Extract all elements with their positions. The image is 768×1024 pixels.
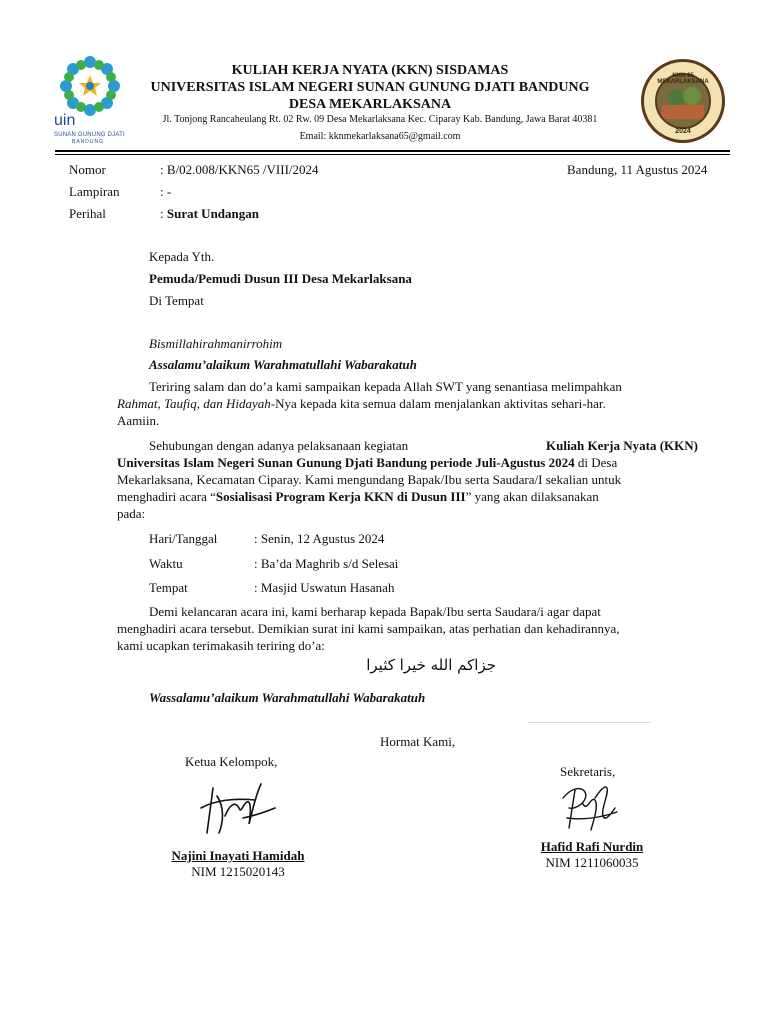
paragraph-2-line-5: pada: — [117, 506, 146, 521]
right-signatory-name: Hafid Rafi Nurdin — [540, 839, 644, 854]
recipient-name: Pemuda/Pemudi Dusun III Desa Mekarlaksana — [149, 271, 412, 286]
letterhead-line-1: KULIAH KERJA NYATA (KKN) SISDAMAS — [231, 63, 509, 78]
paragraph-3-line-3: kami ucapkan terimakasih teriring do’a: — [117, 638, 325, 653]
event-title: Sosialisasi Program Kerja KKN di Dusun III — [215, 489, 466, 504]
paragraph-2-line-3: Mekarlaksana, Kecamatan Ciparay. Kami mengundang Bapak/Ibu serta Saudara/I sekalian untuk — [117, 472, 622, 487]
paragraph-1-line-3: Aamiin. — [117, 413, 160, 428]
letterhead-divider-thin — [55, 154, 730, 155]
uin-logo-subtext-2: BANDUNG — [72, 139, 105, 145]
letterhead-divider-thick — [55, 150, 730, 152]
detail-value-date: : Senin, 12 Agustus 2024 — [254, 531, 385, 546]
paragraph-2-line-4 — [117, 488, 698, 505]
paragraph-1-line-2-rest: -Nya kepada kita semua dalam menjalankan aktivitas sehari-har. — [270, 396, 606, 411]
right-signature-icon — [555, 778, 625, 836]
opening-salam: Assalamu’alaikum Warahmatullahi Wabarakatuh — [149, 357, 417, 372]
perihal-subject: Surat Undangan — [166, 206, 259, 221]
kkn-logo-year: 2024 — [675, 128, 691, 135]
recipient-place: Di Tempat — [149, 293, 204, 308]
right-signatory-role: Sekretaris, — [560, 764, 616, 779]
left-signature-icon — [195, 778, 285, 838]
signature-frame-edge — [527, 722, 651, 723]
nomor-label: Nomor — [69, 162, 106, 177]
detail-value-place: : Masjid Uswatun Hasanah — [254, 580, 395, 595]
detail-value-time: : Ba’da Maghrib s/d Selesai — [254, 556, 399, 571]
letterhead-line-2: UNIVERSITAS ISLAM NEGERI SUNAN GUNUNG DJATI BANDUNG — [150, 80, 590, 95]
left-signatory-name: Najini Inayati Hamidah — [171, 848, 305, 863]
detail-label-place: Tempat — [149, 580, 188, 595]
rahmat-taufiq-hidayah: Rahmat, Taufiq, dan Hidayah — [117, 396, 271, 411]
university-period: Universitas Islam Negeri Sunan Gunung Djati Bandung periode Juli-Agustus 2024 — [117, 455, 575, 470]
paragraph-1-line-1: Teriring salam dan do’a kami sampaikan kepada Allah SWT yang senantiasa melimpahkan — [149, 379, 622, 394]
kkn-logo — [640, 58, 726, 144]
lampiran-label: Lampiran — [69, 184, 120, 199]
paragraph-2-line-1-text: Sehubungan dengan adanya pelaksanaan kegiatan — [149, 438, 412, 453]
paragraph-2-line-2-rest: di Desa — [574, 455, 618, 470]
perihal-colon: : — [160, 206, 167, 221]
kkn-logo-text: KKN 65 MEKARLAKSANA — [657, 73, 709, 85]
paragraph-2-line-4-c: ” yang akan dilaksanakan — [465, 489, 599, 504]
left-signatory-role: Ketua Kelompok, — [185, 754, 278, 769]
letterhead-line-3: DESA MEKARLAKSANA — [288, 97, 452, 112]
uin-logo-text: uin — [54, 112, 76, 129]
uin-logo — [50, 52, 130, 144]
perihal-value — [160, 206, 259, 222]
paragraph-2 — [117, 437, 698, 522]
paragraph-2-line-1 — [117, 437, 698, 454]
arabic-prayer: جزاكم الله خيرا كثيرا — [366, 656, 496, 674]
perihal-label: Perihal — [69, 206, 106, 221]
paragraph-1-line-2 — [117, 395, 698, 412]
paragraph-2-line-4-a: menghadiri acara “ — [117, 489, 216, 504]
letterhead-address: Jl. Tonjong Rancaheulang Rt. 02 Rw. 09 Desa Mekarlaksana Kec. Ciparay Kab. Bandung, Jawa Barat 40381 — [162, 114, 598, 125]
letter-date: Bandung, 11 Agustus 2024 — [567, 162, 708, 177]
lampiran-value: : - — [160, 184, 172, 199]
closing-salam: Wassalamu’alaikum Warahmatullahi Wabarakatuh — [149, 690, 426, 705]
hormat-kami: Hormat Kami, — [380, 734, 456, 749]
paragraph-2-line-2 — [117, 454, 698, 471]
left-signatory-nim: NIM 1215020143 — [191, 864, 285, 879]
paragraph-3-line-2: menghadiri acara tersebut. Demikian surat ini kami sampaikan, atas perhatian dan kehadirannya, — [117, 621, 620, 636]
nomor-value: : B/02.008/KKN65 /VIII/2024 — [160, 162, 319, 177]
right-signatory-nim: NIM 1211060035 — [545, 855, 639, 870]
recipient-greeting: Kepada Yth. — [149, 249, 215, 264]
paragraph-1 — [117, 378, 698, 429]
kkn-name: Kuliah Kerja Nyata (KKN) — [545, 438, 698, 453]
detail-label-time: Waktu — [149, 556, 183, 571]
uin-logo-subtext: SUNAN GUNUNG DJATI — [54, 132, 125, 138]
paragraph-3-line-1: Demi kelancaran acara ini, kami berharap kepada Bapak/Ibu serta Saudara/i agar dapat — [149, 604, 601, 619]
paragraph-3 — [117, 603, 698, 654]
bismillah: Bismillahirahmanirrohim — [149, 336, 283, 351]
letterhead-email: Email: kknmekarlaksana65@gmail.com — [299, 131, 461, 142]
detail-label-date: Hari/Tanggal — [149, 531, 218, 546]
